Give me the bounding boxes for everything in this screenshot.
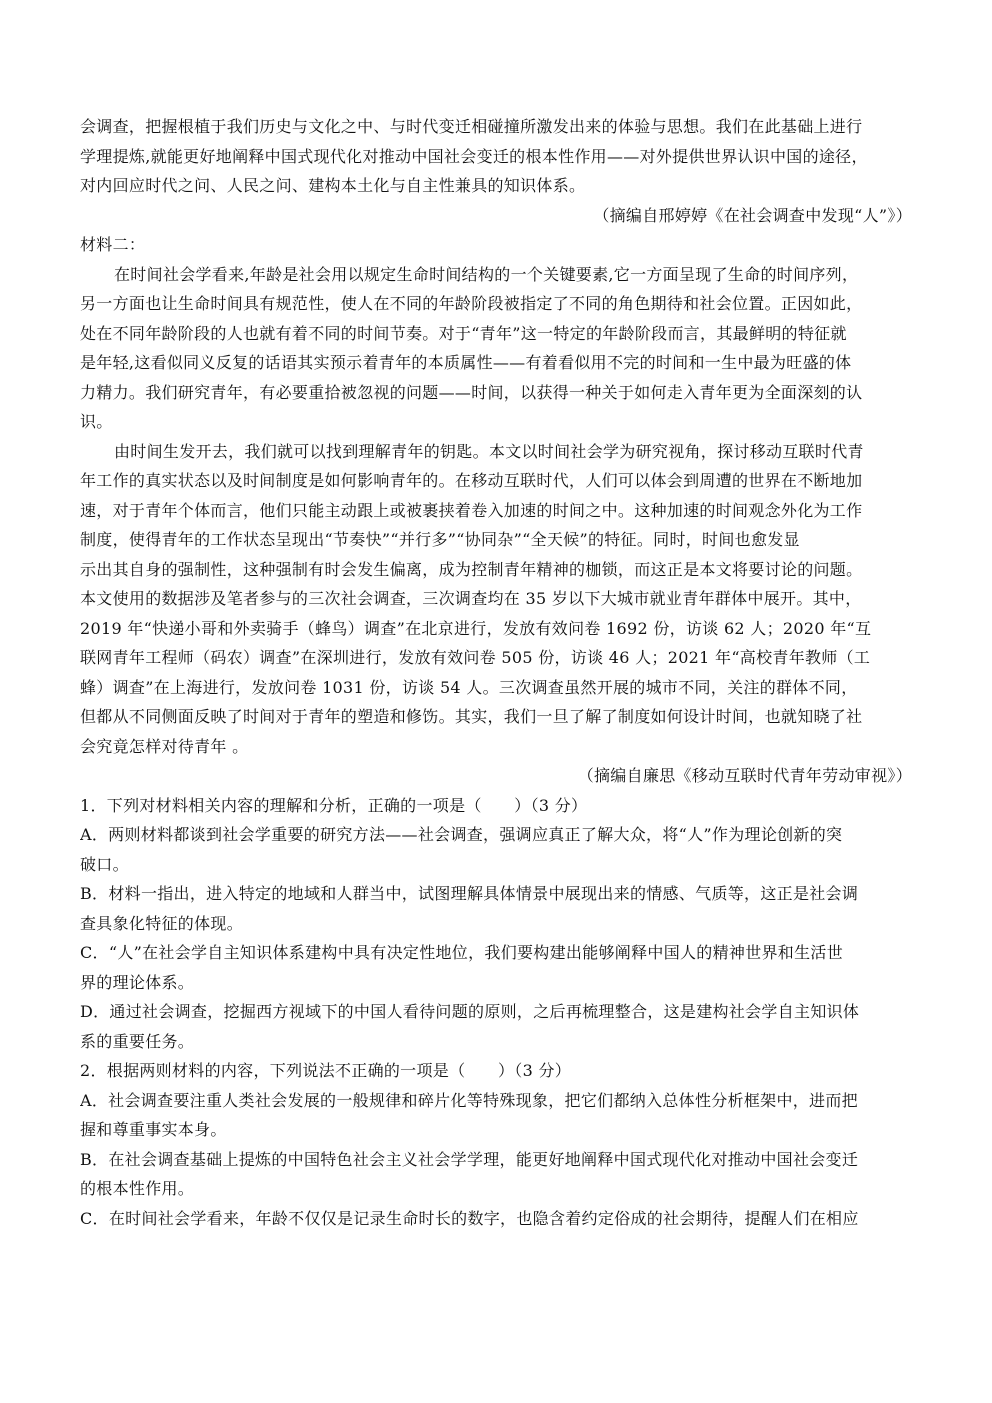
text-line: 会究竟怎样对待青年 。 (80, 736, 249, 756)
text-line: 联网青年工程师（码农）调查”在深圳进行，发放有效问卷 505 份，访谈 46 人；2021 年“高校青年教师（工 (80, 648, 871, 667)
text-line: 另一方面也让生命时间具有规范性，使人在不同的年龄阶段被指定了不同的角色期待和社会位置。正因如此， (80, 294, 863, 313)
text-line: 是年轻,这看似同义反复的话语其实预示着青年的本质属性——有着看似用不完的时间和一生中最为旺盛的体 (80, 353, 852, 372)
material-one-source: （摘编自邢婷婷《在社会调查中发现“人”》） (593, 205, 912, 225)
text-line: 对内回应时代之问、人民之问、建构本土化与自主性兼具的知识体系。 (80, 176, 586, 195)
question-2 (80, 1056, 912, 1233)
text-line: 年工作的真实状态以及时间制度是如何影响青年的。在移动互联时代，人们可以体会到周遭的世界在不断地加 (80, 471, 863, 490)
text-line: 由时间生发开去，我们就可以找到理解青年的钥匙。本文以时间社会学为研究视角，探讨移动互联时代青 (114, 441, 864, 461)
question-stem: 2．根据两则材料的内容，下列说法不正确的一项是（ ）（3 分） (80, 1061, 572, 1080)
material-two-source: （摘编自廉思《移动互联时代青年劳动审视》） (577, 766, 912, 785)
material-two-paragraph-1 (80, 260, 912, 437)
text-line: 2019 年“快递小哥和外卖骑手（蜂鸟）调查”在北京进行，发放有效问卷 1692 份，访谈 62 人；2020 年“互 (80, 618, 872, 638)
text-line: 但都从不同侧面反映了时间对于青年的塑造和修饬。其实，我们一旦了解了制度如何设计时间，也就知晓了社 (80, 707, 863, 726)
text-line: 制度，使得青年的工作状态呈现出“节奏快”“并行多”“协同杂”“全天候”的特征。同时，时间也愈发显 (80, 530, 800, 549)
text-line: 学理提炼,就能更好地阐释中国式现代化对推动中国社会变迁的根本性作用——对外提供世界认识中国的途径， (80, 146, 868, 166)
option-c: C．在时间社会学看来，年龄不仅仅是记录生命时长的数字，也隐含着约定俗成的社会期待，提醒人们在相应 (80, 1208, 859, 1228)
text-line: 在时间社会学看来,年龄是社会用以规定生命时间结构的一个关键要素,它一方面呈现了生命的时间序列， (114, 264, 859, 284)
text-line: 力精力。我们研究青年，有必要重拾被忽视的问题——时间，以获得一种关于如何走入青年更为全面深刻的认 (80, 382, 863, 402)
option-a: A．社会调查要注重人类社会发展的一般规律和碎片化等特殊现象，把它们都纳入总体性分析框架中，进而把 (80, 1090, 858, 1110)
text-line: 处在不同年龄阶段的人也就有着不同的时间节奏。对于“青年”这一特定的年龄阶段而言，其最鲜明的特征就 (80, 323, 847, 343)
material-one-tail (80, 112, 912, 201)
option-b-continued: 查具象化特征的体现。 (80, 913, 244, 933)
option-a-continued: 破口。 (80, 854, 129, 874)
material-two-paragraph-2 (80, 437, 912, 762)
question-1 (80, 791, 912, 1057)
document-page (80, 112, 912, 1233)
question-stem: 1．下列对材料相关内容的理解和分析，正确的一项是（ ）（3 分） (80, 795, 588, 815)
option-b-continued: 的根本性作用。 (80, 1179, 195, 1198)
text-line: 本文使用的数据涉及笔者参与的三次社会调查，三次调查均在 35 岁以下大城市就业青年群体中展开。其中， (80, 589, 862, 608)
option-c: C．“人”在社会学自主知识体系建构中具有决定性地位，我们要构建出能够阐释中国人的精神世界和生活世 (80, 943, 844, 962)
text-line: 蜂）调查”在上海进行，发放问卷 1031 份，访谈 54 人。三次调查虽然开展的城市不同，关注的群体不同， (80, 677, 858, 697)
material-two-heading: 材料二： (80, 235, 146, 254)
option-d: D．通过社会调查，挖掘西方视域下的中国人看待问题的原则，之后再梳理整合，这是建构社会学自主知识体 (80, 1002, 860, 1021)
text-line: 示出其自身的强制性，这种强制有时会发生偏离，成为控制青年精神的枷锁，而这正是本文将要讨论的问题。 (80, 559, 863, 579)
option-a: A．两则材料都谈到社会学重要的研究方法——社会调查，强调应真正了解大众，将“人”作为理论创新的突 (80, 825, 843, 844)
text-line: 识。 (80, 412, 113, 431)
option-b: B．材料一指出，进入特定的地域和人群当中，试图理解具体情景中展现出来的情感、气质等，这正是社会调 (80, 884, 859, 903)
option-b: B．在社会调查基础上提炼的中国特色社会主义社会学学理，能更好地阐释中国式现代化对推动中国社会变迁 (80, 1149, 859, 1169)
option-a-continued: 握和尊重事实本身。 (80, 1120, 227, 1139)
option-d-continued: 系的重要任务。 (80, 1031, 195, 1051)
option-c-continued: 界的理论体系。 (80, 972, 195, 992)
text-line: 速，对于青年个体而言，他们只能主动跟上或被裹挟着卷入加速的时间之中。这种加速的时间观念外化为工作 (80, 500, 863, 520)
text-line: 会调查，把握根植于我们历史与文化之中、与时代变迁相碰撞所激发出来的体验与思想。我们在此基础上进行 (80, 117, 863, 136)
